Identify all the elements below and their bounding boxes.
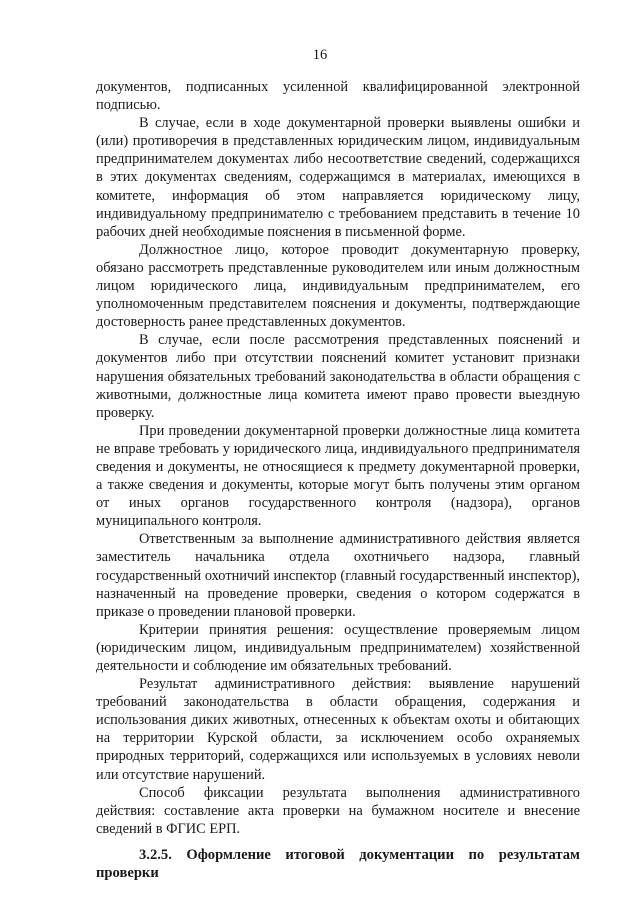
paragraph-restrictions: При проведении документарной проверки должностные лица комитета не вправе требовать у юридического лица, индивидуального предпринимателя сведения и документы, не относящиеся к предмету документарной проверки, а также сведения и документы, которые могут быть получены этим органом от иных органов государственного контроля (надзора), органов муниципального контроля.: [96, 422, 580, 530]
paragraph-documentary-check-errors: В случае, если в ходе документарной проверки выявлены ошибки и (или) противоречия в представленных юридическим лицом, индивидуальным предпринимателем документах либо несоответствие сведений, содержащихся в этих документах сведениям, содержащимся в материалах, имеющихся в комитете, информация об этом направляется юридическому лицу, индивидуальному предпринимателю с требованием представить в течение 10 рабочих дней необходимые пояснения в письменной форме.: [96, 115, 580, 240]
document-body: [96, 78, 580, 882]
section-heading: 3.2.5. Оформление итоговой документации по результатам проверки: [96, 846, 580, 882]
page-number: 16: [312, 47, 328, 63]
paragraph-continuation: документов, подписанных усиленной квалифицированной электронной подписью.: [96, 79, 580, 114]
paragraph-action-result: Результат административного действия: выявление нарушений требований законодательства в области обращения, содержания и использования диких животных, отнесенных к объектам охоты и обитающих на территории Курской области, за исключением особо охраняемых природных территорий, содержащихся или используемых в условиях неволи или отсутствие нарушений.: [96, 676, 580, 783]
paragraph-onsite-inspection-right: В случае, если после рассмотрения представленных пояснений и документов либо при отсутствии пояснений комитет установит признаки нарушения обязательных требований законодательства в области обращения с животными, должностные лица комитета имеют право провести выездную проверку.: [96, 332, 580, 421]
paragraph-decision-criteria: Критерии принятия решения: осуществление проверяемым лицом (юридическим лицом, индивидуальным предпринимателем) хозяйственной деятельности и соблюдение им обязательных требований.: [96, 621, 580, 674]
paragraph-recording-method: Способ фиксации результата выполнения административного действия: составление акта проверки на бумажном носителе и внесение сведений в ФГИС ЕРП.: [96, 784, 580, 837]
paragraph-responsible-official: Ответственным за выполнение административного действия является заместитель начальника отдела охотничьего надзора, главный государственный охотничий инспектор (главный государственный инспектор), назначенный на проведение проверки, сведения о котором содержатся в приказе о проведении плановой проверки.: [96, 531, 580, 620]
paragraph-official-review: Должностное лицо, которое проводит документарную проверку, обязано рассмотреть представленные руководителем или иным должностным лицом юридического лица, индивидуальным предпринимателем, его уполномоченным представителем пояснения и документы, подтверждающие достоверность ранее представленных документов.: [96, 241, 580, 331]
